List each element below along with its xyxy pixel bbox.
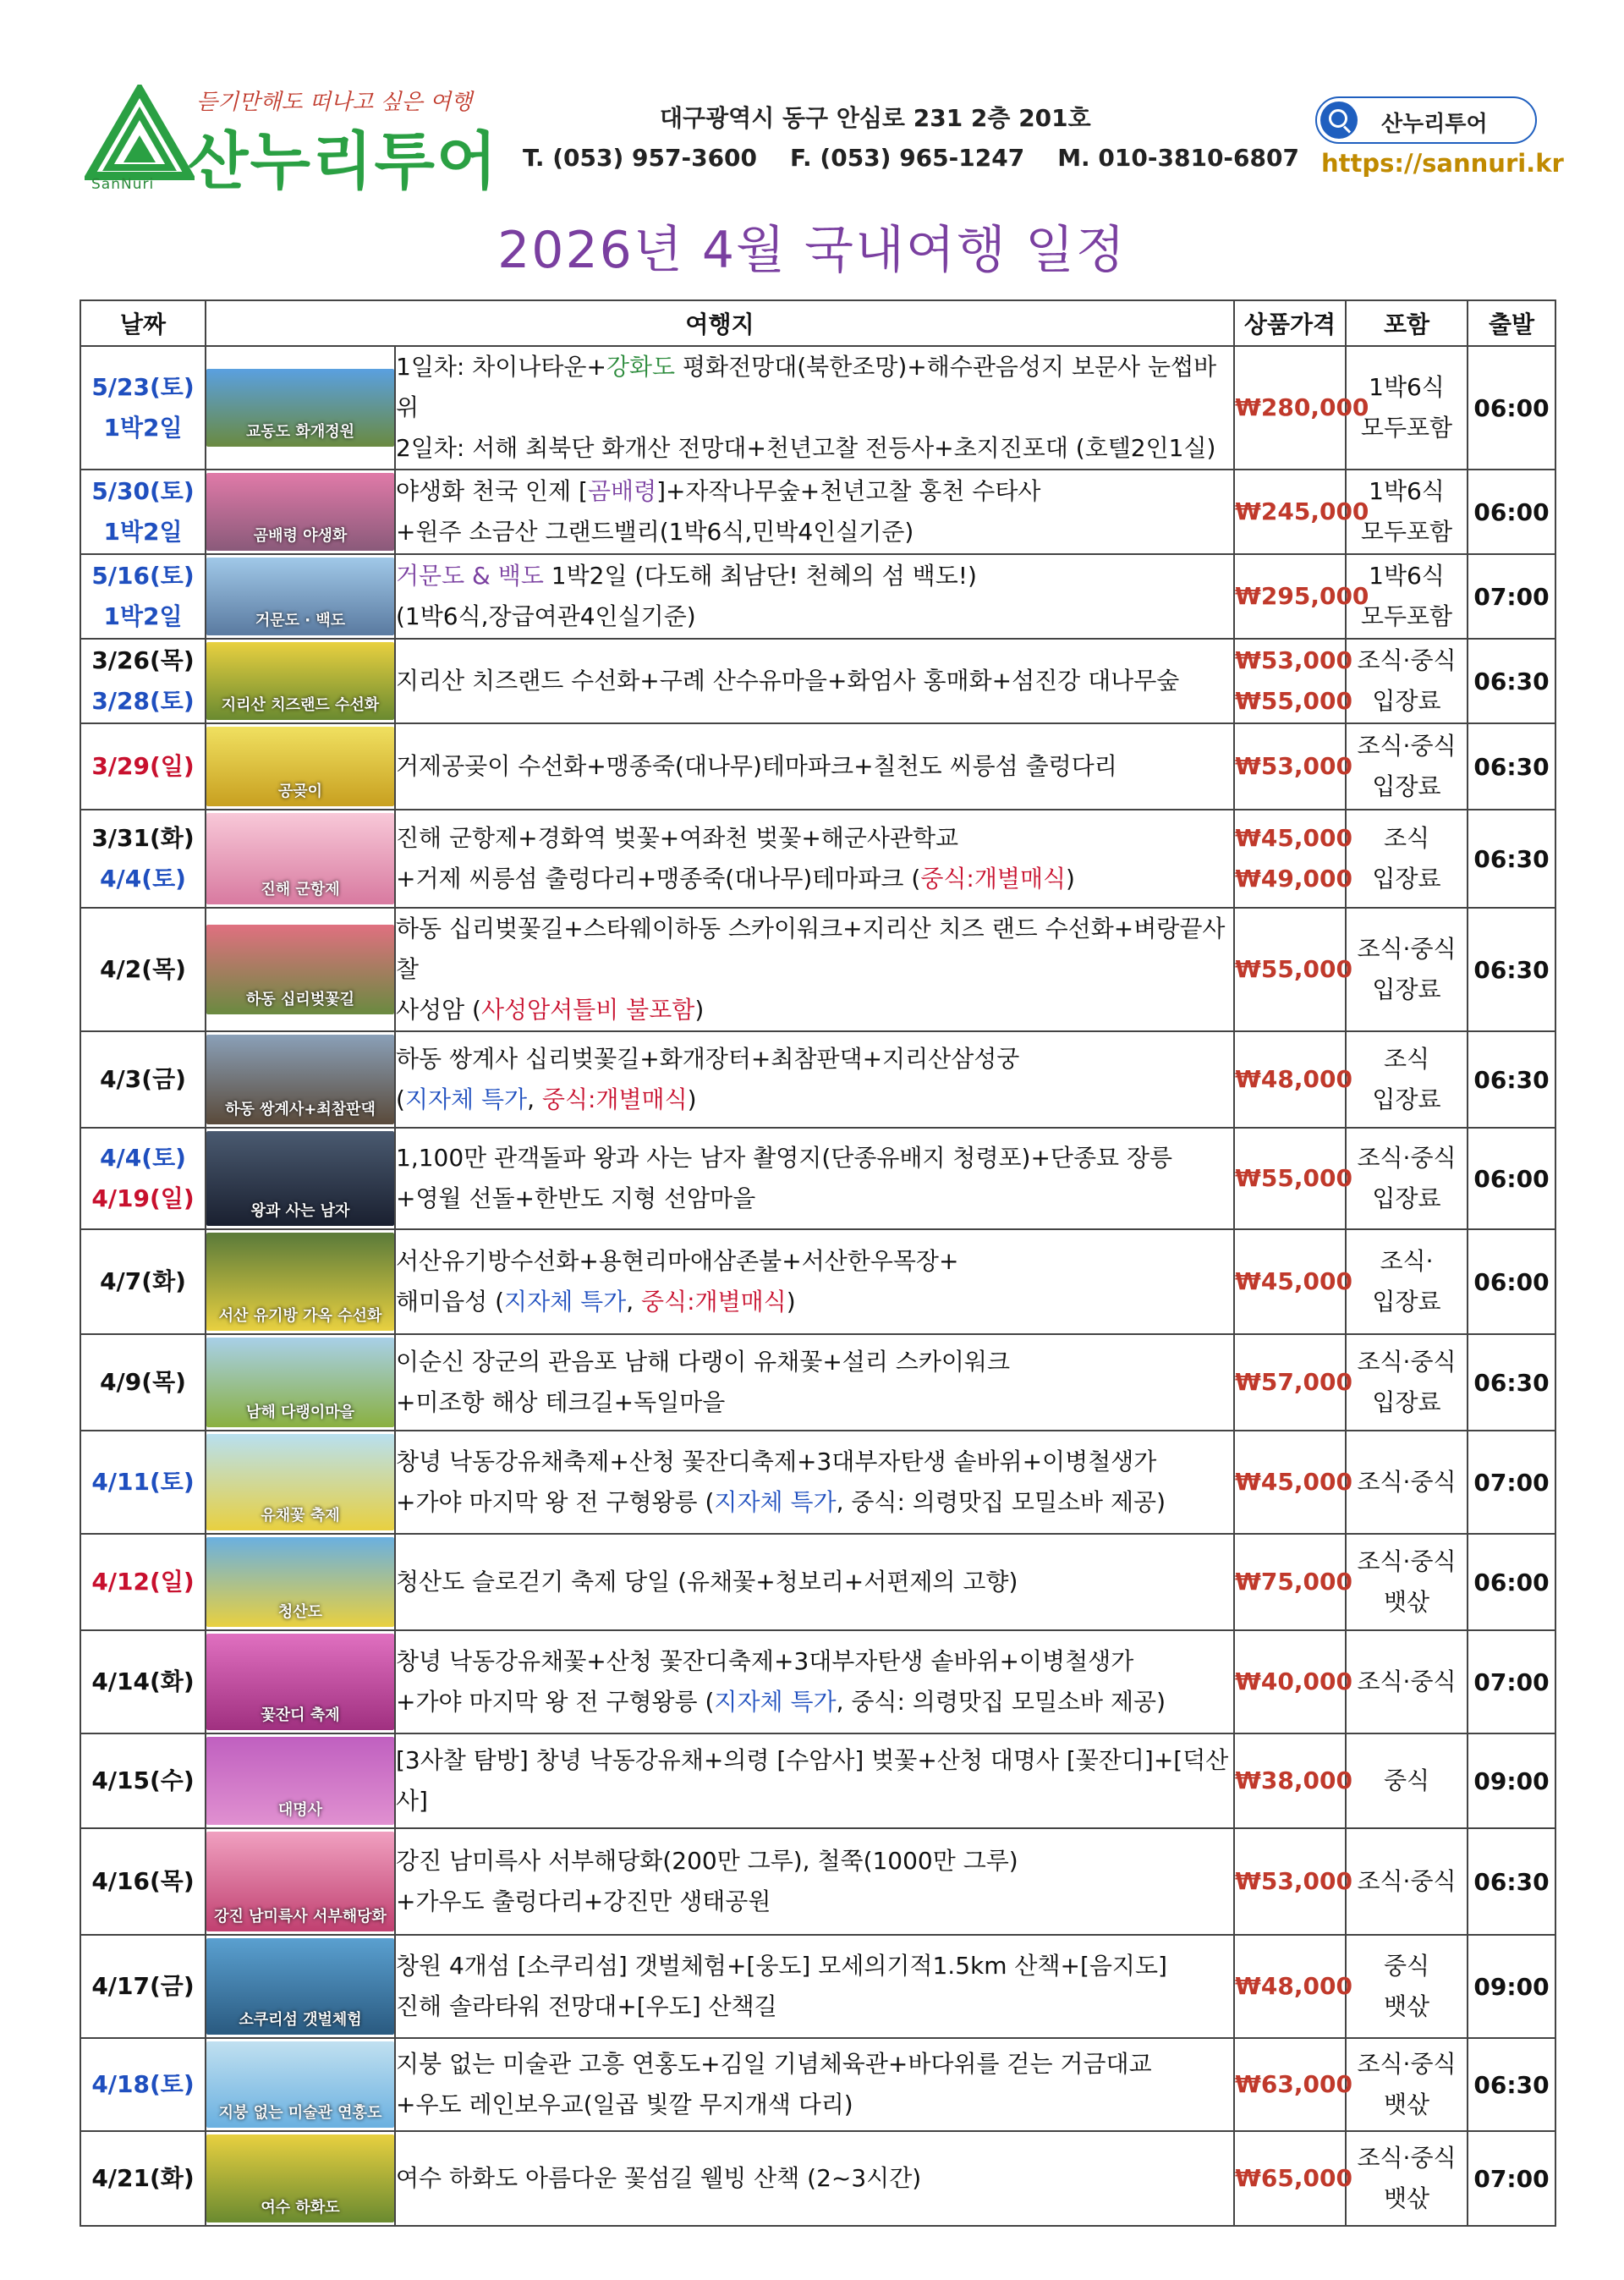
trip-date bbox=[80, 1534, 206, 1630]
table-row[interactable] bbox=[80, 470, 1555, 554]
trip-date-line: 4/7(화) bbox=[100, 1267, 186, 1295]
price-value: ₩38,000 bbox=[1235, 1766, 1352, 1794]
price-value: ₩295,000 bbox=[1235, 582, 1369, 610]
trip-thumbnail-cell bbox=[206, 1630, 395, 1733]
departure-time: 07:00 bbox=[1468, 1630, 1555, 1733]
trip-thumbnail-cell bbox=[206, 723, 395, 810]
trip-thumbnail[interactable] bbox=[206, 1832, 394, 1931]
inclusion-line: 조식 bbox=[1383, 824, 1430, 852]
trip-date-line: 3/31(화) bbox=[91, 824, 195, 852]
departure-time: 06:00 bbox=[1468, 1534, 1555, 1630]
search-label: 산누리투어 bbox=[1381, 112, 1488, 137]
thumbnail-caption: 공곶이 bbox=[277, 783, 323, 800]
trip-destination: [3사찰 탐방] 창녕 낙동강유채+의령 [수암사] 벚꽃+산청 대명사 [꽃잔디]+[덕산사] bbox=[395, 1733, 1234, 1828]
trip-thumbnail-cell bbox=[206, 554, 395, 639]
trip-destination: 하동 십리벚꽃길+스타웨이하동 스카이워크+지리산 치즈 랜드 수선화+벼랑끝사찰 사성암 (사성암셔틀비 불포함) bbox=[395, 908, 1234, 1031]
price-value: ₩45,000 bbox=[1235, 1468, 1352, 1496]
price-value: ₩55,000 bbox=[1235, 1164, 1352, 1192]
trip-thumbnail[interactable] bbox=[206, 2041, 394, 2128]
trip-price bbox=[1234, 1534, 1352, 1630]
col-header-price: 상품가격 bbox=[1234, 300, 1346, 346]
trip-date bbox=[80, 554, 206, 639]
trip-inclusions bbox=[1346, 1431, 1468, 1534]
trip-date-line: 5/16(토) bbox=[91, 562, 195, 590]
trip-thumbnail[interactable] bbox=[206, 1233, 394, 1331]
thumbnail-caption: 진해 군항제 bbox=[261, 881, 340, 898]
trip-date bbox=[80, 1733, 206, 1828]
trip-date-line: 5/30(토) bbox=[91, 477, 195, 505]
inclusion-line: 뱃삯 bbox=[1383, 1992, 1430, 2020]
trip-thumbnail[interactable] bbox=[206, 369, 394, 447]
trip-price bbox=[1234, 1334, 1352, 1431]
trip-date bbox=[80, 2131, 206, 2226]
trip-date bbox=[80, 1031, 206, 1128]
trip-date bbox=[80, 2038, 206, 2131]
trip-price bbox=[1234, 346, 1369, 470]
trip-inclusions bbox=[1346, 639, 1468, 723]
departure-time: 06:30 bbox=[1468, 810, 1555, 908]
thumbnail-caption: 남해 다랭이마을 bbox=[246, 1404, 354, 1421]
trip-inclusions bbox=[1346, 2038, 1468, 2131]
table-row[interactable] bbox=[80, 2131, 1555, 2226]
price-value: ₩57,000 bbox=[1235, 1368, 1352, 1396]
price-value: ₩53,000 bbox=[1235, 646, 1352, 674]
trip-destination: 여수 하화도 아름다운 꽃섬길 웰빙 산책 (2~3시간) bbox=[395, 2131, 1234, 2226]
departure-time: 06:00 bbox=[1468, 1128, 1555, 1229]
trip-thumbnail-cell bbox=[206, 1031, 395, 1128]
inclusion-line: 조식·중식 bbox=[1357, 1547, 1457, 1575]
inclusion-line: 입장료 bbox=[1372, 865, 1441, 893]
trip-date bbox=[80, 1229, 206, 1334]
trip-price bbox=[1234, 1630, 1352, 1733]
col-header-incl: 포함 bbox=[1346, 300, 1468, 346]
trip-date bbox=[80, 1630, 206, 1733]
company-address: 대구광역시 동구 안심로 231 2층 201호 bbox=[660, 104, 1091, 132]
trip-date-line: 1박2일 bbox=[103, 518, 183, 546]
trip-destination: 이순신 장군의 관음포 남해 다랭이 유채꽃+설리 스카이워크 +미조항 해상 테크길+독일마을 bbox=[395, 1334, 1234, 1431]
trip-price bbox=[1234, 1431, 1352, 1534]
price-value: ₩65,000 bbox=[1235, 2164, 1352, 2192]
departure-time: 07:00 bbox=[1468, 2131, 1555, 2226]
thumbnail-caption: 소쿠리섬 갯벌체험 bbox=[239, 2011, 362, 2029]
trip-destination: 강진 남미륵사 서부해당화(200만 그루), 철쭉(1000만 그루) +가우도 출렁다리+강진만 생태공원 bbox=[395, 1828, 1234, 1935]
price-value: ₩75,000 bbox=[1235, 1568, 1352, 1596]
trip-inclusions bbox=[1346, 554, 1468, 639]
trip-date bbox=[80, 1128, 206, 1229]
trip-price bbox=[1234, 554, 1369, 639]
thumbnail-caption: 거문도 · 백도 bbox=[255, 612, 346, 629]
table-row[interactable] bbox=[80, 346, 1555, 470]
trip-thumbnail[interactable] bbox=[206, 1338, 394, 1427]
thumbnail-caption: 하동 십리벚꽃길 bbox=[246, 991, 354, 1008]
thumbnail-caption: 강진 남미륵사 서부해당화 bbox=[214, 1908, 387, 1926]
trip-thumbnail[interactable] bbox=[206, 1634, 394, 1730]
trip-price bbox=[1234, 2038, 1352, 2131]
trip-thumbnail-cell bbox=[206, 470, 395, 554]
trip-date-line: 3/29(일) bbox=[91, 752, 195, 780]
trip-date-line: 4/12(일) bbox=[91, 1568, 195, 1596]
sannuri-logo-icon bbox=[85, 85, 195, 186]
price-value: ₩49,000 bbox=[1235, 865, 1352, 893]
table-header-row bbox=[80, 300, 1555, 346]
trip-date-line: 4/17(금) bbox=[91, 1972, 195, 2000]
trip-date bbox=[80, 810, 206, 908]
trip-date bbox=[80, 908, 206, 1031]
trip-date bbox=[80, 723, 206, 810]
trip-inclusions bbox=[1346, 1031, 1468, 1128]
trip-date-line: 3/28(토) bbox=[91, 687, 195, 715]
thumbnail-caption: 대명사 bbox=[277, 1801, 323, 1819]
trip-date-line: 4/15(수) bbox=[91, 1766, 195, 1794]
trip-thumbnail[interactable] bbox=[206, 473, 394, 551]
inclusion-line: 뱃삯 bbox=[1383, 1588, 1430, 1616]
search-icon[interactable] bbox=[1320, 102, 1358, 139]
thumbnail-caption: 곰배령 야생화 bbox=[253, 527, 348, 545]
trip-destination: 하동 쌍계사 십리벚꽃길+화개장터+최참판댁+지리산삼성궁 (지자체 특가, 중식:개별매식) bbox=[395, 1031, 1234, 1128]
trip-date-line: 4/19(일) bbox=[91, 1184, 195, 1212]
inclusion-line: 조식·중식 bbox=[1357, 1867, 1457, 1895]
trip-date bbox=[80, 346, 206, 470]
trip-thumbnail-cell bbox=[206, 1128, 395, 1229]
trip-date-line: 4/2(목) bbox=[100, 955, 186, 983]
trip-inclusions bbox=[1346, 1630, 1468, 1733]
trip-date-line: 4/16(목) bbox=[91, 1867, 195, 1895]
trip-inclusions bbox=[1346, 1828, 1468, 1935]
price-value: ₩53,000 bbox=[1235, 1867, 1352, 1895]
trip-date-line: 4/9(목) bbox=[100, 1368, 186, 1396]
trip-thumbnail[interactable] bbox=[206, 727, 394, 806]
departure-time: 06:00 bbox=[1468, 346, 1555, 470]
inclusion-line: 모두포함 bbox=[1360, 602, 1453, 630]
price-value: ₩48,000 bbox=[1235, 1972, 1352, 2000]
thumbnail-caption: 청산도 bbox=[277, 1603, 323, 1621]
trip-price bbox=[1234, 470, 1369, 554]
trip-thumbnail-cell bbox=[206, 1828, 395, 1935]
inclusion-line: 조식·중식 bbox=[1357, 1144, 1457, 1172]
trip-thumbnail-cell bbox=[206, 1534, 395, 1630]
trip-thumbnail[interactable] bbox=[206, 1537, 394, 1627]
trip-date-line: 1박2일 bbox=[103, 414, 183, 442]
departure-time: 06:30 bbox=[1468, 1031, 1555, 1128]
trip-thumbnail-cell bbox=[206, 1334, 395, 1431]
trip-price bbox=[1234, 1828, 1352, 1935]
trip-thumbnail-cell bbox=[206, 639, 395, 723]
table-row[interactable] bbox=[80, 1733, 1555, 1828]
inclusion-line: 조식·중식 bbox=[1357, 1468, 1457, 1496]
thumbnail-caption: 꽃잔디 축제 bbox=[261, 1706, 340, 1724]
departure-time: 09:00 bbox=[1468, 1935, 1555, 2038]
trip-price bbox=[1234, 810, 1352, 908]
inclusion-line: 모두포함 bbox=[1360, 518, 1453, 546]
departure-time: 07:00 bbox=[1468, 1431, 1555, 1534]
inclusion-line: 입장료 bbox=[1372, 1085, 1441, 1113]
inclusion-line: 입장료 bbox=[1372, 772, 1441, 800]
trip-destination: 거문도 & 백도 1박2일 (다도해 최남단! 천혜의 섬 백도!) (1박6식,장급여관4인실기준) bbox=[395, 554, 1234, 639]
departure-time: 06:00 bbox=[1468, 470, 1555, 554]
table-row[interactable] bbox=[80, 554, 1555, 639]
trip-destination: 야생화 천국 인제 [곰배령]+자작나무숲+천년고찰 홍천 수타사 +원주 소금산 그랜드밸리(1박6식,민박4인실기준) bbox=[395, 470, 1234, 554]
inclusion-line: 1박6식 bbox=[1369, 373, 1445, 401]
trip-date-line: 3/26(목) bbox=[91, 646, 195, 674]
trip-date-line: 4/3(금) bbox=[100, 1065, 186, 1093]
table-row[interactable] bbox=[80, 908, 1555, 1031]
trip-price bbox=[1234, 908, 1352, 1031]
trip-thumbnail-cell bbox=[206, 1935, 395, 2038]
brand-name: 산누리투어 bbox=[188, 125, 499, 198]
inclusion-line: 입장료 bbox=[1372, 1288, 1441, 1316]
schedule-table bbox=[80, 299, 1556, 2227]
trip-thumbnail-cell bbox=[206, 2131, 395, 2226]
inclusion-line: 조식·중식 bbox=[1357, 646, 1457, 674]
trip-date bbox=[80, 1334, 206, 1431]
brand-english: SanNuri bbox=[91, 176, 155, 193]
price-value: ₩40,000 bbox=[1235, 1667, 1352, 1695]
trip-date-line: 4/18(토) bbox=[91, 2070, 195, 2098]
price-value: ₩280,000 bbox=[1235, 393, 1369, 421]
table-row[interactable] bbox=[80, 810, 1555, 908]
trip-thumbnail-cell bbox=[206, 346, 395, 470]
inclusion-line: 조식 bbox=[1383, 1045, 1430, 1073]
price-value: ₩48,000 bbox=[1235, 1065, 1352, 1093]
thumbnail-caption: 유채꽃 축제 bbox=[261, 1507, 340, 1525]
trip-thumbnail[interactable] bbox=[206, 925, 394, 1014]
trip-inclusions bbox=[1346, 1229, 1468, 1334]
inclusion-line: 중식 bbox=[1383, 1952, 1430, 1980]
company-contact: T. (053) 957-3600 F. (053) 965-1247 M. 010-3810-6807 bbox=[523, 144, 1299, 172]
departure-time: 06:30 bbox=[1468, 723, 1555, 810]
thumbnail-caption: 서산 유기방 가옥 수선화 bbox=[218, 1307, 382, 1325]
table-row[interactable] bbox=[80, 1630, 1555, 1733]
inclusion-line: 중식 bbox=[1383, 1766, 1430, 1794]
price-value: ₩55,000 bbox=[1235, 955, 1352, 983]
trip-thumbnail[interactable] bbox=[206, 558, 394, 635]
departure-time: 06:00 bbox=[1468, 1229, 1555, 1334]
trip-destination: 지리산 치즈랜드 수선화+구례 산수유마을+화엄사 홍매화+섬진강 대나무숲 bbox=[395, 639, 1234, 723]
website-link[interactable]: https://sannuri.kr bbox=[1321, 149, 1564, 178]
trip-inclusions bbox=[1346, 2131, 1468, 2226]
trip-date-line: 4/21(화) bbox=[91, 2164, 195, 2192]
trip-date bbox=[80, 470, 206, 554]
thumbnail-caption: 하동 쌍계사+최참판댁 bbox=[225, 1101, 376, 1118]
table-row[interactable] bbox=[80, 1534, 1555, 1630]
page-title: 2026년 4월 국내여행 일정 bbox=[497, 221, 1127, 280]
price-value: ₩45,000 bbox=[1235, 1267, 1352, 1295]
trip-destination: 서산유기방수선화+용현리마애삼존불+서산한우목장+ 해미읍성 (지자체 특가, 중식:개별매식) bbox=[395, 1229, 1234, 1334]
price-value: ₩63,000 bbox=[1235, 2070, 1352, 2098]
trip-thumbnail-cell bbox=[206, 1733, 395, 1828]
departure-time: 09:00 bbox=[1468, 1733, 1555, 1828]
inclusion-line: 조식·중식 bbox=[1357, 2050, 1457, 2078]
trip-thumbnail-cell bbox=[206, 2038, 395, 2131]
col-header-date: 날짜 bbox=[80, 300, 206, 346]
trip-date-line: 5/23(토) bbox=[91, 373, 195, 401]
trip-thumbnail[interactable] bbox=[206, 1737, 394, 1825]
col-header-dep: 출발 bbox=[1468, 300, 1555, 346]
table-row[interactable] bbox=[80, 1334, 1555, 1431]
trip-destination: 창녕 낙동강유채축제+산청 꽃잔디축제+3대부자탄생 솥바위+이병철생가 +가야 마지막 왕 전 구형왕릉 (지자체 특가, 중식: 의령맛집 모밀소바 제공) bbox=[395, 1431, 1234, 1534]
trip-date bbox=[80, 1431, 206, 1534]
trip-destination: 1일차: 차이나타운+강화도 평화전망대(북한조망)+해수관음성지 보문사 눈썹바위 2일차: 서해 최북단 화개산 전망대+천년고찰 전등사+초지진포대 (호텔2인1실) bbox=[395, 346, 1234, 470]
table-row[interactable] bbox=[80, 1828, 1555, 1935]
departure-time: 07:00 bbox=[1468, 554, 1555, 639]
price-value: ₩45,000 bbox=[1235, 824, 1352, 852]
page-header bbox=[0, 0, 1624, 203]
inclusion-line: 조식·중식 bbox=[1357, 732, 1457, 760]
trip-price bbox=[1234, 723, 1352, 810]
departure-time: 06:30 bbox=[1468, 908, 1555, 1031]
trip-inclusions bbox=[1346, 470, 1468, 554]
table-row[interactable] bbox=[80, 1128, 1555, 1229]
inclusion-line: 조식·중식 bbox=[1357, 1348, 1457, 1376]
trip-inclusions bbox=[1346, 1935, 1468, 2038]
inclusion-line: 뱃삯 bbox=[1383, 2184, 1430, 2212]
trip-destination: 창원 4개섬 [소쿠리섬] 갯벌체험+[웅도] 모세의기적1.5km 산책+[음지도] 진해 솔라타워 전망대+[우도] 산책길 bbox=[395, 1935, 1234, 2038]
trip-thumbnail[interactable] bbox=[206, 1035, 394, 1124]
thumbnail-caption: 여수 하화도 bbox=[261, 2199, 340, 2217]
trip-date-line: 4/4(토) bbox=[100, 865, 186, 893]
trip-thumbnail-cell bbox=[206, 908, 395, 1031]
trip-date-line: 4/11(토) bbox=[91, 1468, 195, 1496]
trip-inclusions bbox=[1346, 1128, 1468, 1229]
search-box[interactable] bbox=[1315, 96, 1537, 144]
departure-time: 06:30 bbox=[1468, 1828, 1555, 1935]
table-row[interactable] bbox=[80, 2038, 1555, 2131]
trip-inclusions bbox=[1346, 1534, 1468, 1630]
table-row[interactable] bbox=[80, 723, 1555, 810]
table-row[interactable] bbox=[80, 639, 1555, 723]
trip-price bbox=[1234, 2131, 1352, 2226]
trip-price bbox=[1234, 1229, 1352, 1334]
trip-thumbnail[interactable] bbox=[206, 813, 394, 904]
table-row[interactable] bbox=[80, 1431, 1555, 1534]
trip-date bbox=[80, 639, 206, 723]
inclusion-line: 입장료 bbox=[1372, 975, 1441, 1003]
table-row[interactable] bbox=[80, 1031, 1555, 1128]
thumbnail-caption: 왕과 사는 남자 bbox=[250, 1202, 350, 1220]
inclusion-line: 조식· bbox=[1380, 1247, 1434, 1275]
inclusion-line: 뱃삯 bbox=[1383, 2090, 1430, 2118]
inclusion-line: 1박6식 bbox=[1369, 562, 1445, 590]
departure-time: 06:30 bbox=[1468, 639, 1555, 723]
trip-thumbnail-cell bbox=[206, 1229, 395, 1334]
slogan: 듣기만해도 떠나고 싶은 여행 bbox=[196, 90, 473, 115]
thumbnail-caption: 지붕 없는 미술관 연홍도 bbox=[218, 2104, 382, 2122]
trip-inclusions bbox=[1346, 810, 1468, 908]
trip-thumbnail[interactable] bbox=[206, 2134, 394, 2222]
trip-date bbox=[80, 1935, 206, 2038]
trip-inclusions bbox=[1346, 1334, 1468, 1431]
trip-destination: 청산도 슬로걷기 축제 당일 (유채꽃+청보리+서편제의 고향) bbox=[395, 1534, 1234, 1630]
trip-price bbox=[1234, 1031, 1352, 1128]
price-value: ₩53,000 bbox=[1235, 752, 1352, 780]
inclusion-line: 입장료 bbox=[1372, 687, 1441, 715]
trip-inclusions bbox=[1346, 346, 1468, 470]
trip-thumbnail[interactable] bbox=[206, 1938, 394, 2035]
trip-thumbnail-cell bbox=[206, 1431, 395, 1534]
inclusion-line: 입장료 bbox=[1372, 1388, 1441, 1416]
inclusion-line: 모두포함 bbox=[1360, 414, 1453, 442]
trip-date-line: 1박2일 bbox=[103, 602, 183, 630]
trip-thumbnail[interactable] bbox=[206, 1131, 394, 1226]
trip-inclusions bbox=[1346, 723, 1468, 810]
table-row[interactable] bbox=[80, 1935, 1555, 2038]
table-row[interactable] bbox=[80, 1229, 1555, 1334]
inclusion-line: 조식·중식 bbox=[1357, 935, 1457, 963]
departure-time: 06:30 bbox=[1468, 1334, 1555, 1431]
trip-price bbox=[1234, 1128, 1352, 1229]
inclusion-line: 조식·중식 bbox=[1357, 2144, 1457, 2172]
inclusion-line: 조식·중식 bbox=[1357, 1667, 1457, 1695]
price-value: ₩245,000 bbox=[1235, 497, 1369, 525]
trip-price bbox=[1234, 1733, 1352, 1828]
trip-inclusions bbox=[1346, 1733, 1468, 1828]
trip-thumbnail-cell bbox=[206, 810, 395, 908]
thumbnail-caption: 지리산 치즈랜드 수선화 bbox=[221, 696, 380, 714]
trip-price bbox=[1234, 1935, 1352, 2038]
trip-date bbox=[80, 1828, 206, 1935]
trip-destination: 지붕 없는 미술관 고흥 연홍도+김일 기념체육관+바다위를 걷는 거금대교 +우도 레인보우교(일곱 빛깔 무지개색 다리) bbox=[395, 2038, 1234, 2131]
price-value: ₩55,000 bbox=[1235, 687, 1352, 715]
trip-thumbnail[interactable] bbox=[206, 1434, 394, 1530]
trip-date-line: 4/14(화) bbox=[91, 1667, 195, 1695]
trip-price bbox=[1234, 639, 1352, 723]
trip-thumbnail[interactable] bbox=[206, 642, 394, 720]
inclusion-line: 1박6식 bbox=[1369, 477, 1445, 505]
trip-date-line: 4/4(토) bbox=[100, 1144, 186, 1172]
col-header-dest: 여행지 bbox=[206, 300, 1234, 346]
trip-destination: 진해 군항제+경화역 벚꽃+여좌천 벚꽃+해군사관학교 +거제 씨릉섬 출렁다리+맹종죽(대나무)테마파크 (중식:개별매식) bbox=[395, 810, 1234, 908]
trip-destination: 1,100만 관객돌파 왕과 사는 남자 촬영지(단종유배지 청령포)+단종묘 장릉 +영월 선돌+한반도 지형 선암마을 bbox=[395, 1128, 1234, 1229]
trip-inclusions bbox=[1346, 908, 1468, 1031]
trip-destination: 창녕 낙동강유채꽃+산청 꽃잔디축제+3대부자탄생 솥바위+이병철생가 +가야 마지막 왕 전 구형왕릉 (지자체 특가, 중식: 의령맛집 모밀소바 제공) bbox=[395, 1630, 1234, 1733]
thumbnail-caption: 교동도 화개정원 bbox=[246, 423, 354, 441]
departure-time: 06:30 bbox=[1468, 2038, 1555, 2131]
trip-destination: 거제공곶이 수선화+맹종죽(대나무)테마파크+칠천도 씨릉섬 출렁다리 bbox=[395, 723, 1234, 810]
inclusion-line: 입장료 bbox=[1372, 1184, 1441, 1212]
